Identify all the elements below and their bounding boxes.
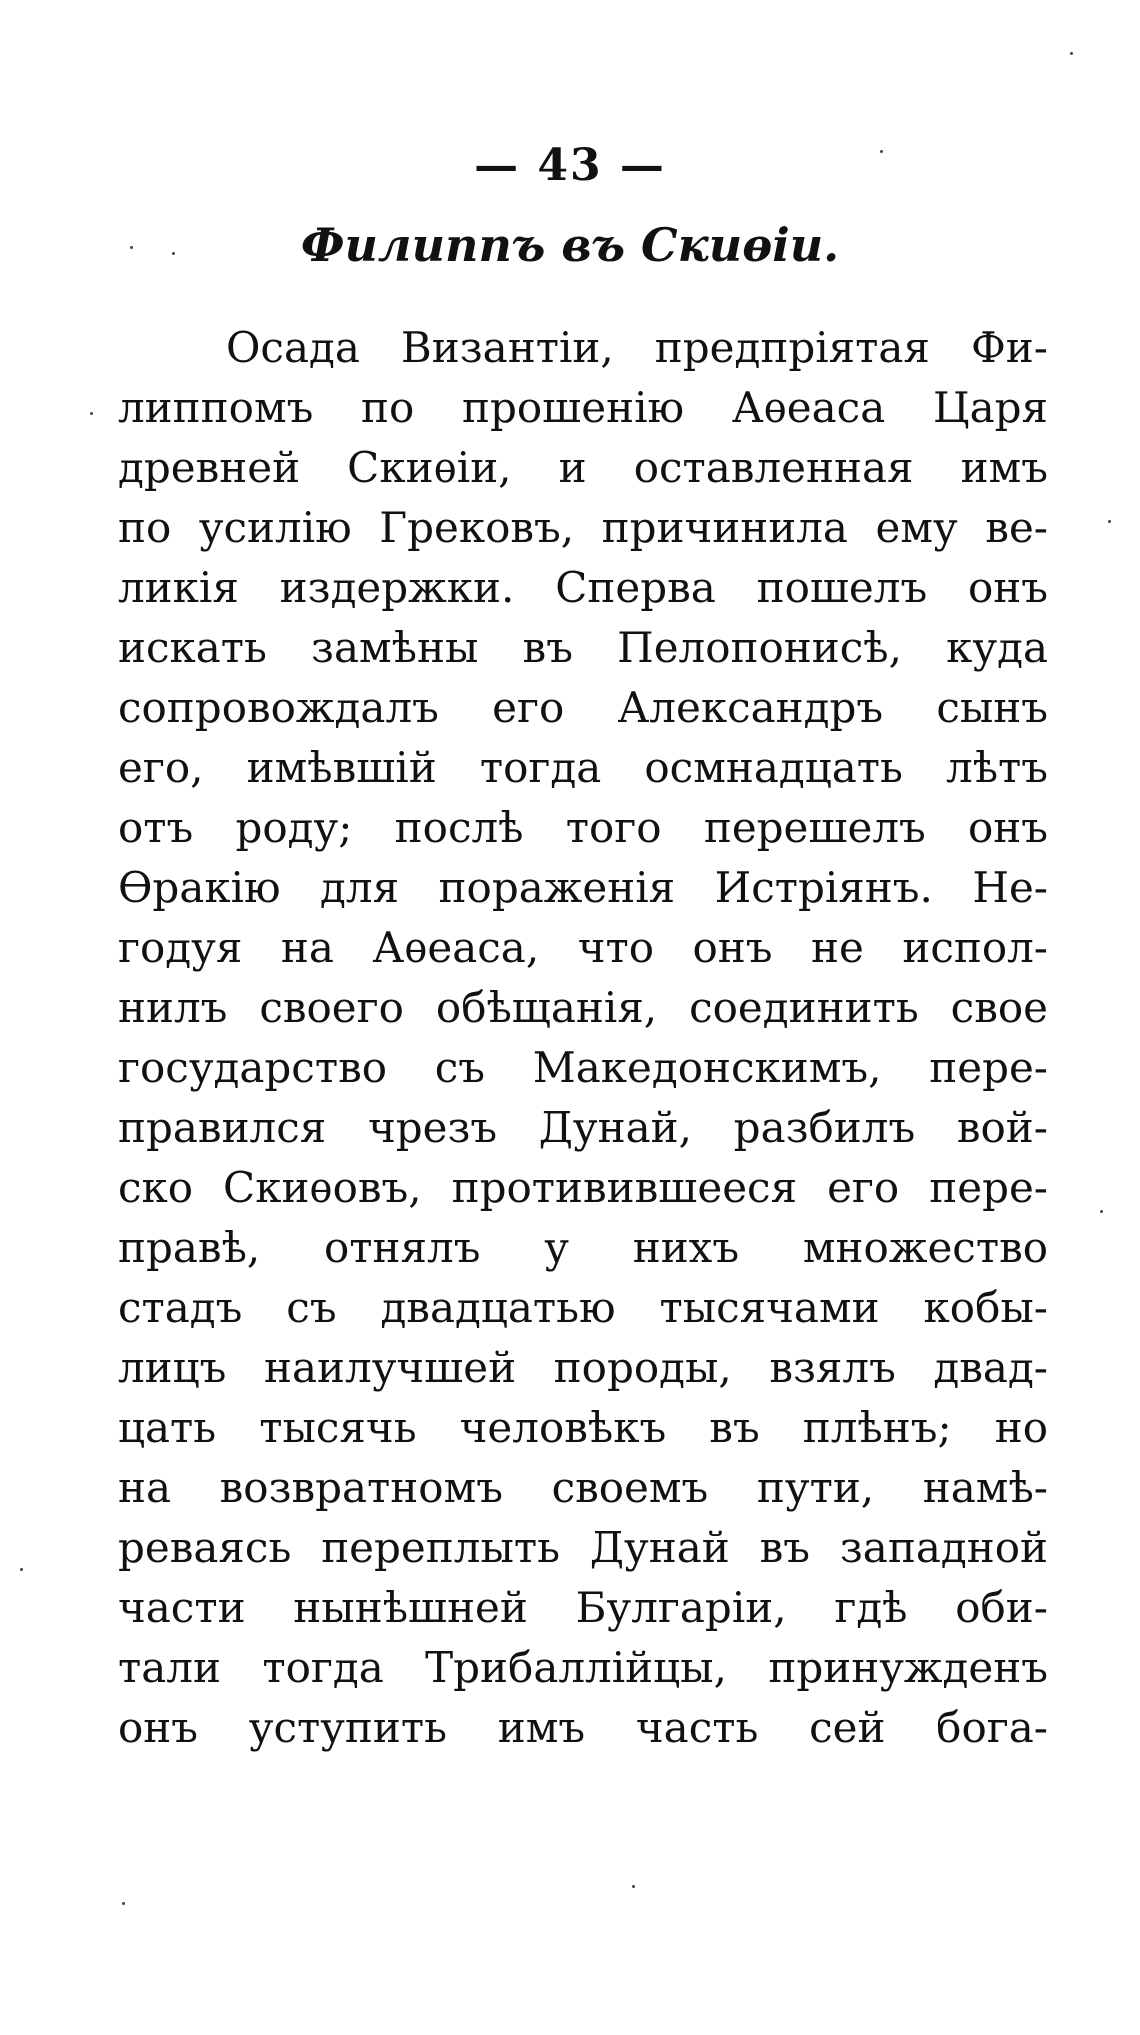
text-line: годуя на Аѳеаса, что онъ не испол- <box>118 923 1048 972</box>
scan-speck <box>172 252 175 255</box>
text-line: реваясь переплыть Дунай въ западной <box>118 1523 1048 1572</box>
text-line: ско Скиѳовъ, противившееся его пере- <box>118 1163 1048 1212</box>
text-line: отъ роду; послѣ того перешелъ онъ <box>118 803 1048 852</box>
scan-speck <box>1100 1210 1103 1213</box>
text-line: липпомъ по прошенію Аѳеаса Царя <box>118 383 1048 432</box>
text-line: правѣ, отнялъ у нихъ множество <box>118 1223 1048 1272</box>
text-line: его, имѣвшій тогда осмнадцать лѣтъ <box>118 743 1048 792</box>
text-line: нилъ своего обѣщанія, соединить свое <box>118 983 1048 1032</box>
text-line: древней Скиѳіи, и оставленная имъ <box>118 443 1048 492</box>
text-line: на возвратномъ своемъ пути, намѣ- <box>118 1463 1048 1512</box>
text-line: сопровождалъ его Александръ сынъ <box>118 683 1048 732</box>
text-line: правился чрезъ Дунай, разбилъ вой- <box>118 1103 1048 1152</box>
text-line: Осада Византіи, предпріятая Фи- <box>226 323 1048 372</box>
chapter-title: Филиппъ въ Скиѳіи. <box>300 218 840 272</box>
text-line: лицъ наилучшей породы, взялъ двад- <box>118 1343 1048 1392</box>
text-line: искать замѣны въ Пелопонисѣ, куда <box>118 623 1048 672</box>
text-line: части нынѣшней Булгаріи, гдѣ оби- <box>118 1583 1048 1632</box>
text-line: Ѳракію для пораженія Истріянъ. Не- <box>118 863 1048 912</box>
scan-speck <box>1108 520 1111 523</box>
scan-speck <box>632 1885 635 1888</box>
text-line: государство съ Македонскимъ, пере- <box>118 1043 1048 1092</box>
text-line: ликія издержки. Сперва пошелъ онъ <box>118 563 1048 612</box>
text-line: цать тысячь человѣкъ въ плѣнъ; но <box>118 1403 1048 1452</box>
text-line: стадъ съ двадцатью тысячами кобы- <box>118 1283 1048 1332</box>
scan-speck <box>880 150 883 153</box>
text-line: онъ уступить имъ часть сей бога- <box>118 1703 1048 1752</box>
text-line: тали тогда Трибаллійцы, принужденъ <box>118 1643 1048 1692</box>
page-number: — 43 — <box>474 140 666 191</box>
scan-speck <box>20 1568 23 1571</box>
scan-speck <box>122 1902 125 1905</box>
scan-speck <box>1070 52 1073 55</box>
scan-speck <box>90 412 93 415</box>
scan-speck <box>130 246 133 249</box>
body-text <box>118 318 1048 1758</box>
text-line: по усилію Грековъ, причинила ему ве- <box>118 503 1048 552</box>
